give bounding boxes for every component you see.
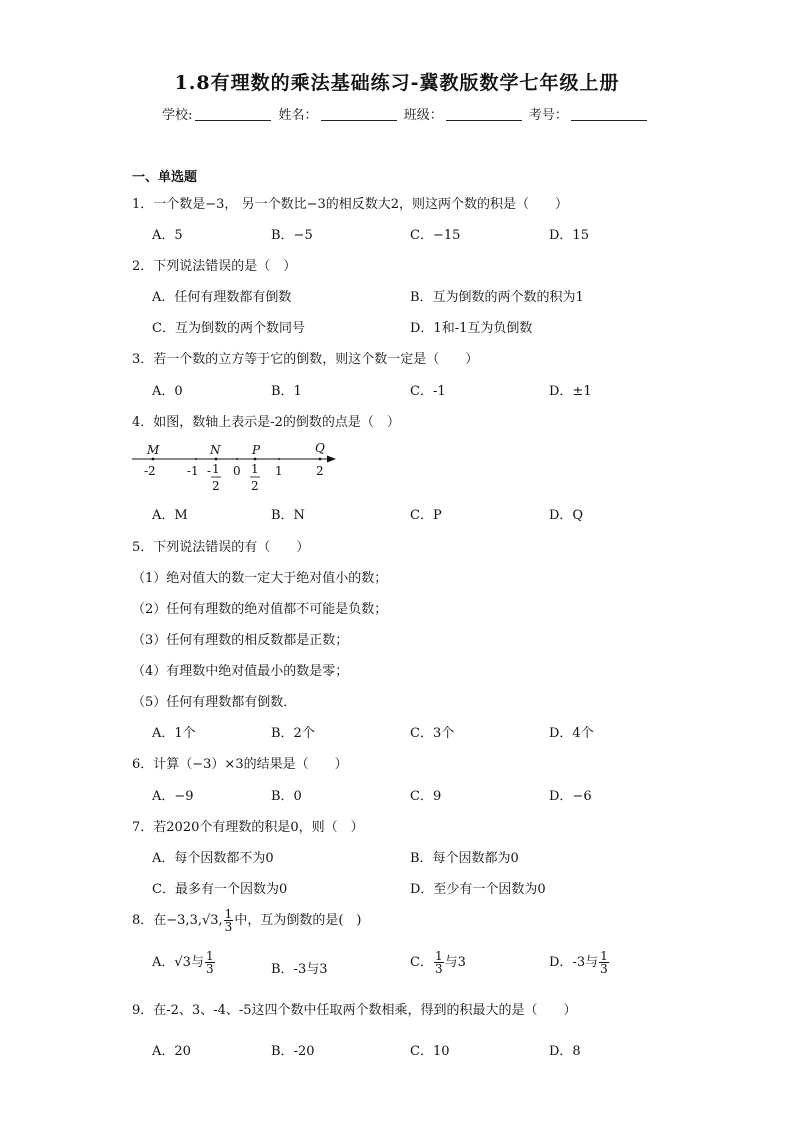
q7-option-b[interactable]: B．每个因数都为0 (410, 851, 519, 866)
q2-option-b[interactable]: B．互为倒数的两个数的积为1 (410, 290, 584, 305)
q2-option-d[interactable]: D．1和-1互为负倒数 (410, 321, 533, 336)
pos-half-denominator: 2 (251, 479, 259, 493)
question-1-stem: 1．一个数是−3， 另一个数比−3的相反数大2，则这两个数的积是（ ） (132, 197, 569, 212)
q5-statement-2: （2）任何有理数的绝对值都不可能是负数； (132, 602, 388, 617)
point-n-dot (215, 458, 218, 461)
question-5-stem: 5．下列说法错误的有（ ） (132, 540, 310, 555)
q8-option-a[interactable]: A．√3与 $\frac{1}{3}$ (152, 949, 214, 976)
point-n-label: N (210, 443, 221, 457)
q5-option-c[interactable]: C．3个 (410, 726, 455, 741)
q8-stem-prefix: 8．在−3,3,√3, (132, 913, 223, 928)
tick-one-dot (278, 458, 280, 460)
neg-half-denominator: 2 (212, 479, 220, 493)
q8-stem-suffix: 中，互为倒数的是( ) (234, 913, 362, 928)
q1-option-a[interactable]: A．5 (152, 228, 183, 243)
half-minus-sign: - (207, 464, 212, 478)
q2-option-c[interactable]: C．互为倒数的两个数同号 (152, 321, 305, 336)
q1-option-d[interactable]: D．15 (549, 228, 589, 243)
q8-a-fraction: $\frac{1}{3}$ (205, 949, 214, 976)
class-blank[interactable] (446, 109, 522, 121)
q8-option-b[interactable]: B．-3与3 (271, 962, 328, 977)
q9-option-a[interactable]: A．20 (152, 1044, 191, 1059)
q4-option-c[interactable]: C．P (410, 508, 442, 523)
school-blank[interactable] (195, 109, 271, 121)
tick-label-zero: 0 (233, 464, 241, 478)
name-blank[interactable] (321, 109, 397, 121)
q8-option-c[interactable]: C． $\frac{1}{3}$ 与3 (410, 949, 466, 976)
number-label: 考号： (528, 108, 568, 123)
q5-statement-3: （3）任何有理数的相反数都是正数； (132, 633, 349, 648)
q6-option-d[interactable]: D．−6 (549, 789, 592, 804)
q3-option-d[interactable]: D．±1 (549, 384, 592, 399)
question-4-stem: 4．如图，数轴上表示是-2的倒数的点是（ ） (132, 415, 400, 430)
point-q-dot (319, 458, 322, 461)
q5-option-a[interactable]: A．1个 (152, 726, 196, 741)
q7-option-d[interactable]: D．至少有一个因数为0 (410, 882, 546, 897)
neg-half-numerator: 1 (212, 462, 220, 476)
tick-minus-one-dot (195, 458, 197, 460)
question-6-stem: 6．计算（−3）×3的结果是（ ） (132, 757, 348, 772)
q5-statement-1: （1）绝对值大的数一定大于绝对值小的数； (132, 571, 388, 586)
section-heading: 一、单选题 (132, 170, 198, 185)
q4-option-b[interactable]: B．N (271, 508, 305, 523)
q3-option-a[interactable]: A．0 (152, 384, 183, 399)
school-label: 学校: (162, 108, 193, 123)
q8-option-d[interactable]: D．-3与 $\frac{1}{3}$ (549, 949, 608, 976)
q7-option-a[interactable]: A．每个因数都不为0 (152, 851, 274, 866)
tick-label-minus-one: -1 (187, 464, 199, 478)
point-m-label: M (147, 443, 160, 457)
point-p-label: P (252, 443, 261, 457)
q6-option-b[interactable]: B．0 (271, 789, 302, 804)
q8-c-fraction: $\frac{1}{3}$ (434, 949, 443, 976)
q3-option-b[interactable]: B．1 (271, 384, 302, 399)
pos-half-numerator: 1 (251, 462, 259, 476)
q5-option-d[interactable]: D．4个 (549, 726, 594, 741)
point-m-dot (152, 458, 155, 461)
question-3-stem: 3．若一个数的立方等于它的倒数，则这个数一定是（ ） (132, 352, 479, 367)
question-7-stem: 7．若2020个有理数的积是0，则（ ） (132, 820, 364, 835)
tick-label-two: 2 (316, 464, 324, 478)
name-label: 姓名： (278, 108, 318, 123)
q3-option-c[interactable]: C．-1 (410, 384, 446, 399)
q7-option-c[interactable]: C．最多有一个因数为0 (152, 882, 288, 897)
q8-stem-fraction: $\frac{1}{3}$ (224, 907, 233, 934)
q5-option-b[interactable]: B．2个 (271, 726, 315, 741)
q1-option-c[interactable]: C．−15 (410, 228, 461, 243)
q2-option-a[interactable]: A．任何有理数都有倒数 (152, 290, 292, 305)
q8-d-fraction: $\frac{1}{3}$ (600, 949, 608, 976)
q9-option-b[interactable]: B．-20 (271, 1044, 315, 1059)
tick-label-one: 1 (275, 464, 283, 478)
question-9-stem: 9．在-2、3、-4、-5这四个数中任取两个数相乘，得到的积最大的是（ ） (132, 1003, 577, 1018)
q9-option-d[interactable]: D．8 (549, 1044, 581, 1059)
document-title: 1.8有理数的乘法基础练习-冀教版数学七年级上册 (174, 72, 620, 94)
question-8-stem (132, 908, 361, 933)
q6-option-a[interactable]: A．−9 (152, 789, 194, 804)
q4-option-d[interactable]: D．Q (549, 508, 584, 523)
number-line-arrow-icon (327, 456, 336, 463)
tick-zero-dot (236, 458, 238, 460)
number-blank[interactable] (571, 109, 647, 121)
q6-option-c[interactable]: C．9 (410, 789, 442, 804)
q9-option-c[interactable]: C．10 (410, 1044, 450, 1059)
point-q-label: Q (315, 441, 325, 455)
tick-label-minus-two: -2 (144, 464, 156, 478)
q5-statement-5: （5）任何有理数都有倒数． (132, 695, 297, 710)
student-info-row (162, 104, 650, 123)
q5-statement-4: （4）有理数中绝对值最小的数是零； (132, 664, 349, 679)
q4-option-a[interactable]: A．M (152, 508, 188, 523)
class-label: 班级： (403, 108, 443, 123)
number-line-figure (130, 440, 350, 496)
point-p-dot (254, 458, 257, 461)
q1-option-b[interactable]: B．−5 (271, 228, 313, 243)
question-2-stem: 2．下列说法错误的是（ ） (132, 259, 297, 274)
